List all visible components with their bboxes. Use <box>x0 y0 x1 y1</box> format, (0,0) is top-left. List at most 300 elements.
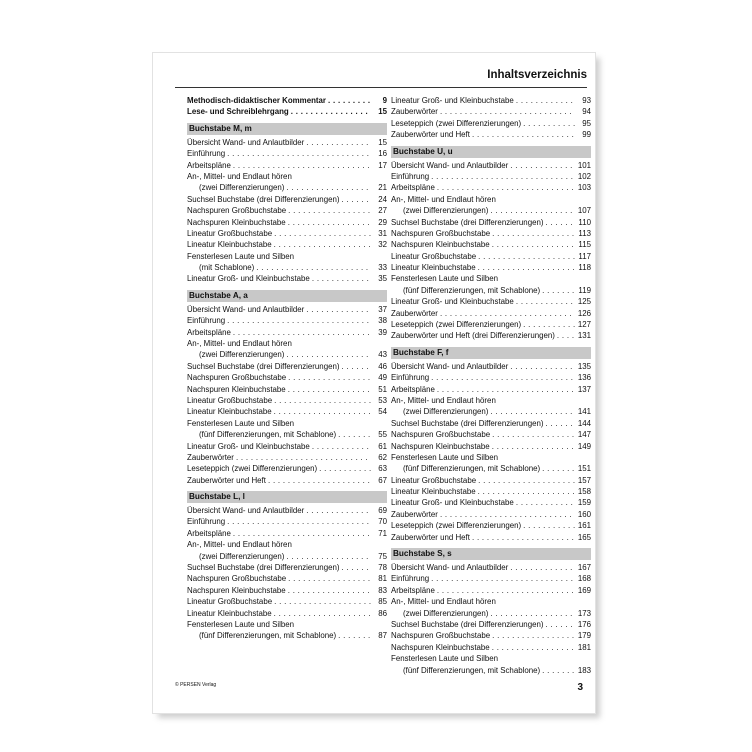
toc-entry-title: Lineatur Großbuchstabe <box>391 251 477 261</box>
toc-entry <box>391 532 591 543</box>
toc-entry <box>187 596 387 607</box>
toc-entry-page: 16 <box>378 149 387 159</box>
toc-entry-page: 176 <box>577 620 591 629</box>
toc-entry <box>391 330 591 341</box>
toc-entry-page: 53 <box>378 395 387 405</box>
toc-entry-title: An-, Mittel- und Endlaut hören <box>187 171 292 181</box>
toc-entry-title: An-, Mittel- und Endlaut hören <box>391 395 496 405</box>
toc-leader-dots <box>490 205 575 216</box>
toc-entry-title: Lineatur Groß- und Kleinbuchstabe <box>187 274 310 284</box>
toc-entry-page: 21 <box>378 183 387 193</box>
toc-entry-page: 118 <box>578 263 591 273</box>
toc-entry <box>391 160 591 171</box>
toc-leader-dots <box>227 315 371 326</box>
toc-entry-page: 107 <box>577 206 591 216</box>
toc-entry <box>391 418 591 429</box>
toc-leader-dots <box>516 296 575 307</box>
toc-leader-dots <box>256 262 371 273</box>
toc-entry <box>187 304 387 315</box>
toc-entry-page: 167 <box>577 563 591 573</box>
toc-sections-left <box>187 123 387 642</box>
toc-entry-title: Nachspuren Kleinbuchstabe <box>187 384 286 394</box>
toc-leader-dots <box>492 429 575 440</box>
document-page <box>152 52 596 714</box>
toc-entry-title: Lineatur Groß- und Kleinbuchstabe <box>187 441 310 451</box>
toc-entry <box>187 395 387 406</box>
toc-entry-title: Arbeitspläne <box>187 160 231 170</box>
toc-entry-page: 131 <box>577 331 591 341</box>
toc-entry <box>187 228 387 239</box>
toc-entry-title: Übersicht Wand- und Anlautbilder <box>391 160 509 170</box>
toc-entry <box>391 441 591 452</box>
toc-leader-dots <box>274 608 371 619</box>
toc-entry-title: Fensterlesen Laute und Silben <box>187 418 295 428</box>
toc-entry-page: 160 <box>577 509 591 519</box>
toc-entry-page: 103 <box>577 183 591 193</box>
toc-leader-dots <box>338 429 371 440</box>
toc-entry-title: Lineatur Großbuchstabe <box>391 475 477 485</box>
toc-leader-dots <box>437 585 575 596</box>
toc-entry-page: 86 <box>378 608 387 618</box>
toc-entry <box>391 296 591 307</box>
toc-leader-dots <box>472 129 575 140</box>
toc-entry-title: Suchsel Buchstabe (drei Differenzierungen) <box>187 361 340 371</box>
toc-entry <box>187 262 387 273</box>
toc-entry <box>187 361 387 372</box>
toc-entry <box>391 308 591 319</box>
toc-entry <box>391 608 591 619</box>
toc-leader-dots <box>306 137 371 148</box>
toc-entry <box>391 262 591 273</box>
toc-leader-dots <box>440 106 575 117</box>
toc-entry <box>187 475 387 486</box>
toc-entry <box>391 361 591 372</box>
page-number: 3 <box>577 682 583 693</box>
toc-entry <box>391 475 591 486</box>
toc-entry-page: 70 <box>378 517 387 527</box>
toc-leader-dots <box>286 182 371 193</box>
toc-entry-page: 158 <box>577 487 591 497</box>
toc-entry-page: 55 <box>378 430 387 440</box>
toc-leader-dots <box>523 118 575 129</box>
toc-entry-page: 159 <box>577 498 591 508</box>
toc-entry-page: 168 <box>577 574 591 584</box>
toc-entry <box>187 194 387 205</box>
toc-entry-continuation: (fünf Differenzierungen, mit Schablone) <box>199 631 337 641</box>
toc-section <box>187 123 387 285</box>
toc-entry-page: 125 <box>577 297 591 307</box>
toc-entry <box>391 630 591 641</box>
toc-leader-dots <box>227 148 371 159</box>
toc-entry-title: Zauberwörter und Heft <box>391 130 470 140</box>
toc-entry-title: Nachspuren Kleinbuchstabe <box>391 441 490 451</box>
toc-entry <box>391 95 591 106</box>
toc-entry <box>187 505 387 516</box>
toc-entry-page: 99 <box>582 130 591 140</box>
toc-leader-dots <box>523 520 575 531</box>
toc-leader-dots <box>546 619 576 630</box>
toc-entry-page: 39 <box>378 327 387 337</box>
toc-entry-title: Lineatur Großbuchstabe <box>187 228 273 238</box>
toc-entry-title: Übersicht Wand- und Anlautbilder <box>187 304 305 314</box>
toc-entry-page: 151 <box>577 464 591 474</box>
toc-leader-dots <box>319 463 371 474</box>
toc-entry <box>187 106 387 117</box>
toc-entry <box>391 463 591 474</box>
toc-entry-page: 43 <box>378 350 387 360</box>
toc-entry <box>391 171 591 182</box>
toc-entry-page: 15 <box>378 107 387 117</box>
toc-entry-page: 144 <box>577 418 591 428</box>
toc-entry-title: Fensterlesen Laute und Silben <box>391 654 499 664</box>
toc-entry <box>391 118 591 129</box>
toc-entry-title: Nachspuren Großbuchstabe <box>391 631 491 641</box>
toc-leader-dots <box>557 330 575 341</box>
toc-entry <box>187 441 387 452</box>
toc-entry <box>391 573 591 584</box>
toc-leader-dots <box>288 585 371 596</box>
toc-leader-dots <box>510 562 575 573</box>
toc-leader-dots <box>312 273 371 284</box>
toc-intro-right <box>391 95 591 141</box>
toc-entry-page: 165 <box>577 532 591 542</box>
toc-entry-title: Lineatur Groß- und Kleinbuchstabe <box>391 297 514 307</box>
toc-entry-continuation: (fünf Differenzierungen, mit Schablone) <box>403 285 541 295</box>
toc-leader-dots <box>274 406 371 417</box>
toc-entry-page: 183 <box>577 665 591 675</box>
toc-section <box>391 146 591 342</box>
toc-entry-title: Übersicht Wand- und Anlautbilder <box>391 361 509 371</box>
toc-entry-page: 38 <box>378 316 387 326</box>
toc-section-title: Buchstabe L, l <box>187 491 387 503</box>
toc-leader-dots <box>288 372 371 383</box>
toc-entry-page: 27 <box>378 206 387 216</box>
page-header <box>175 67 587 88</box>
toc-entry <box>187 463 387 474</box>
toc-entry <box>187 562 387 573</box>
toc-entry-title: Lineatur Großbuchstabe <box>187 395 273 405</box>
toc-entry-page: 115 <box>578 240 591 250</box>
toc-entry <box>391 498 591 509</box>
toc-leader-dots <box>472 532 575 543</box>
toc-section <box>391 347 591 543</box>
toc-entry-title: An-, Mittel- und Endlaut hören <box>391 194 496 204</box>
toc-leader-dots <box>478 251 575 262</box>
toc-entry-page: 137 <box>577 384 591 394</box>
toc-entry-page: 117 <box>578 251 591 261</box>
toc-entry-continuation: (fünf Differenzierungen, mit Schablone) <box>403 464 541 474</box>
toc-entry <box>187 273 387 284</box>
toc-entry-page: 62 <box>378 452 387 462</box>
toc-entry-title: Zauberwörter <box>187 452 234 462</box>
toc-entry <box>391 509 591 520</box>
toc-leader-dots <box>291 106 371 117</box>
toc-leader-dots <box>236 452 371 463</box>
toc-entry-title: Nachspuren Großbuchstabe <box>391 228 491 238</box>
page-title: Inhaltsverzeichnis <box>487 69 587 81</box>
toc-entry-continuation: (zwei Differenzierungen) <box>199 183 285 193</box>
toc-entry-title: Lineatur Groß- und Kleinbuchstabe <box>391 95 514 105</box>
toc-entry-title: Leseteppich (zwei Differenzierungen) <box>391 521 522 531</box>
toc-entry-page: 83 <box>378 585 387 595</box>
toc-entry-page: 29 <box>378 217 387 227</box>
toc-entry-title: Übersicht Wand- und Anlautbilder <box>187 506 305 516</box>
toc-entry-title: Suchsel Buchstabe (drei Differenzierungen) <box>187 194 340 204</box>
toc-entry-title: Lineatur Groß- und Kleinbuchstabe <box>391 498 514 508</box>
toc-leader-dots <box>542 285 575 296</box>
toc-leader-dots <box>342 361 372 372</box>
toc-leader-dots <box>542 463 575 474</box>
toc-leader-dots <box>510 361 575 372</box>
toc-entry-title: Zauberwörter <box>391 308 438 318</box>
toc-entry-page: 102 <box>577 171 591 181</box>
toc-entry <box>391 406 591 417</box>
toc-leader-dots <box>233 327 371 338</box>
toc-entry-page: 119 <box>578 285 591 295</box>
toc-entry-title: Nachspuren Kleinbuchstabe <box>187 217 286 227</box>
toc-entry-title: Übersicht Wand- und Anlautbilder <box>391 563 509 573</box>
toc-section-title: Buchstabe M, m <box>187 123 387 135</box>
toc-entry <box>187 160 387 171</box>
toc-entry <box>187 239 387 250</box>
toc-entry-title: Lineatur Kleinbuchstabe <box>187 608 272 618</box>
toc-entry-page: 15 <box>378 137 387 147</box>
toc-leader-dots <box>233 160 371 171</box>
toc-entry-page: 94 <box>582 107 591 117</box>
toc-entry <box>187 517 387 528</box>
toc-entry-title: Einführung <box>187 316 226 326</box>
toc-entry <box>187 148 387 159</box>
toc-leader-dots <box>478 475 575 486</box>
toc-entry-page: 93 <box>582 95 591 105</box>
toc-entry-page: 110 <box>578 217 591 227</box>
toc-entry <box>391 251 591 262</box>
toc-entry <box>391 486 591 497</box>
toc-entry-page: 63 <box>378 464 387 474</box>
toc-entry <box>187 406 387 417</box>
toc-entry-title: Fensterlesen Laute und Silben <box>391 452 499 462</box>
toc-entry <box>391 665 591 676</box>
publisher-credit: © PERSEN Verlag <box>175 682 217 688</box>
toc-entry-title: Arbeitspläne <box>187 327 231 337</box>
toc-entry-page: 149 <box>577 441 591 451</box>
toc-entry-title: Methodisch-didaktischer Kommentar <box>187 95 326 105</box>
toc-entry-page: 179 <box>577 631 591 641</box>
toc-entry <box>187 205 387 216</box>
toc-entry-page: 127 <box>577 320 591 330</box>
toc-entry <box>187 630 387 641</box>
toc-leader-dots <box>306 505 371 516</box>
toc-entry-title: Arbeitspläne <box>187 528 231 538</box>
toc-entry-continuation: (zwei Differenzierungen) <box>403 608 489 618</box>
toc-leader-dots <box>516 95 575 106</box>
toc-entry <box>187 384 387 395</box>
toc-entry <box>187 551 387 562</box>
toc-entry-continuation: (zwei Differenzierungen) <box>403 407 489 417</box>
toc-leader-dots <box>437 182 575 193</box>
toc-entry-page: 85 <box>378 597 387 607</box>
toc-entry-page: 173 <box>577 608 591 618</box>
toc-sections-right <box>391 146 591 676</box>
toc-leader-dots <box>342 194 372 205</box>
toc-entry-title: Fensterlesen Laute und Silben <box>187 620 295 630</box>
toc-entry <box>187 349 387 360</box>
toc-entry-page: 136 <box>577 373 591 383</box>
toc-entry-continuation: (zwei Differenzierungen) <box>403 206 489 216</box>
toc-entry-title: Lese- und Schreiblehrgang <box>187 107 289 117</box>
toc-entry-page: 54 <box>378 407 387 417</box>
toc-entry-title: Lineatur Kleinbuchstabe <box>187 240 272 250</box>
toc-entry-title: Suchsel Buchstabe (drei Differenzierungen) <box>391 620 544 629</box>
toc-leader-dots <box>286 551 371 562</box>
toc-entry-page: 81 <box>378 574 387 584</box>
toc-entry-page: 161 <box>577 521 591 531</box>
toc-entry <box>391 562 591 573</box>
toc-entry-title: Einführung <box>391 574 430 584</box>
toc-entry <box>187 327 387 338</box>
toc-entry-title: Nachspuren Kleinbuchstabe <box>391 642 490 652</box>
toc-entry <box>391 585 591 596</box>
toc-entry-title: Lineatur Kleinbuchstabe <box>391 263 476 273</box>
toc-leader-dots <box>268 475 371 486</box>
toc-column-left <box>187 95 387 647</box>
toc-entry-title: Einführung <box>187 149 226 159</box>
toc-entry <box>391 642 591 653</box>
toc-leader-dots <box>546 217 576 228</box>
toc-section-title: Buchstabe S, s <box>391 548 591 560</box>
toc-entry <box>391 129 591 140</box>
toc-entry-page: 35 <box>378 274 387 284</box>
toc-leader-dots <box>516 498 575 509</box>
toc-entry <box>391 619 591 630</box>
toc-entry <box>391 429 591 440</box>
toc-entry-title: Zauberwörter und Heft <box>187 475 266 485</box>
toc-leader-dots <box>342 562 372 573</box>
toc-entry <box>391 106 591 117</box>
toc-entry-page: 141 <box>577 407 591 417</box>
toc-entry-title: Nachspuren Großbuchstabe <box>187 574 287 584</box>
toc-leader-dots <box>510 160 575 171</box>
toc-entry-page: 101 <box>577 160 591 170</box>
toc-entry-title: Lineatur Kleinbuchstabe <box>187 407 272 417</box>
toc-column-right <box>391 95 591 681</box>
toc-leader-dots <box>492 239 575 250</box>
toc-entry <box>391 372 591 383</box>
toc-entry-page: 78 <box>378 563 387 573</box>
toc-entry-page: 32 <box>378 240 387 250</box>
toc-intro-left <box>187 95 387 118</box>
toc-section-title: Buchstabe U, u <box>391 146 591 158</box>
toc-entry <box>187 528 387 539</box>
toc-entry-title: Fensterlesen Laute und Silben <box>391 274 499 284</box>
toc-entry-title: Zauberwörter und Heft <box>391 532 470 542</box>
toc-section-title: Buchstabe A, a <box>187 290 387 302</box>
toc-leader-dots <box>490 406 575 417</box>
toc-entry <box>187 217 387 228</box>
toc-entry-page: 95 <box>582 118 591 128</box>
toc-entry-title: Nachspuren Großbuchstabe <box>391 430 491 440</box>
toc-leader-dots <box>288 384 371 395</box>
toc-entry-page: 87 <box>378 631 387 641</box>
toc-entry-page: 51 <box>378 384 387 394</box>
toc-entry <box>391 228 591 239</box>
toc-entry-page: 135 <box>577 361 591 371</box>
toc-entry-title: Arbeitspläne <box>391 384 435 394</box>
toc-entry-page: 46 <box>378 361 387 371</box>
toc-entry-page: 31 <box>378 228 387 238</box>
toc-entry-page: 67 <box>378 475 387 485</box>
toc-entry-page: 9 <box>382 95 387 105</box>
toc-entry-page: 147 <box>577 430 591 440</box>
toc-entry <box>187 95 387 106</box>
toc-entry <box>187 137 387 148</box>
toc-leader-dots <box>431 171 575 182</box>
toc-entry-page: 157 <box>577 475 591 485</box>
toc-entry <box>391 285 591 296</box>
toc-entry-page: 169 <box>577 585 591 595</box>
toc-entry-title: Arbeitspläne <box>391 183 435 193</box>
toc-entry <box>391 520 591 531</box>
toc-entry-page: 126 <box>577 308 591 318</box>
toc-leader-dots <box>227 517 371 528</box>
toc-leader-dots <box>478 262 575 273</box>
toc-entry-title: An-, Mittel- und Endlaut hören <box>187 540 292 550</box>
toc-leader-dots <box>492 642 575 653</box>
toc-leader-dots <box>492 630 575 641</box>
toc-entry <box>187 372 387 383</box>
toc-entry-title: Suchsel Buchstabe (drei Differenzierungen) <box>187 563 340 573</box>
toc-entry-page: 75 <box>378 551 387 561</box>
toc-entry <box>391 182 591 193</box>
toc-leader-dots <box>286 349 371 360</box>
toc-entry-title: Übersicht Wand- und Anlautbilder <box>187 137 305 147</box>
toc-leader-dots <box>338 630 371 641</box>
toc-entry <box>187 315 387 326</box>
toc-entry <box>187 429 387 440</box>
toc-entry <box>187 182 387 193</box>
toc-entry-title: Einführung <box>391 373 430 383</box>
toc-entry-title: Lineatur Kleinbuchstabe <box>391 487 476 497</box>
toc-entry-title: An-, Mittel- und Endlaut hören <box>187 339 292 349</box>
toc-entry-continuation: (zwei Differenzierungen) <box>199 350 285 360</box>
toc-entry-page: 49 <box>378 373 387 383</box>
toc-entry <box>187 608 387 619</box>
toc-entry-title: Leseteppich (zwei Differenzierungen) <box>391 118 522 128</box>
toc-entry-page: 24 <box>378 194 387 204</box>
toc-entry-continuation: (fünf Differenzierungen, mit Schablone) <box>199 430 337 440</box>
toc-entry-page: 33 <box>378 263 387 273</box>
toc-entry-page: 61 <box>378 441 387 451</box>
toc-entry-title: Einführung <box>391 171 430 181</box>
toc-leader-dots <box>492 228 575 239</box>
toc-entry-title: Suchsel Buchstabe (drei Differenzierungen) <box>391 217 544 227</box>
toc-leader-dots <box>288 205 371 216</box>
toc-entry-title: Arbeitspläne <box>391 585 435 595</box>
toc-entry <box>187 585 387 596</box>
toc-leader-dots <box>440 308 575 319</box>
toc-section <box>187 290 387 486</box>
toc-entry-page: 17 <box>378 160 387 170</box>
toc-leader-dots <box>288 573 371 584</box>
toc-entry-title: Leseteppich (zwei Differenzierungen) <box>391 320 522 330</box>
toc-entry-page: 69 <box>378 506 387 516</box>
toc-entry-page: 71 <box>378 528 387 538</box>
toc-entry-continuation: (zwei Differenzierungen) <box>199 551 285 561</box>
toc-entry-title: Zauberwörter <box>391 107 438 117</box>
toc-entry <box>391 205 591 216</box>
toc-leader-dots <box>542 665 575 676</box>
toc-entry-title: Lineatur Großbuchstabe <box>187 597 273 607</box>
